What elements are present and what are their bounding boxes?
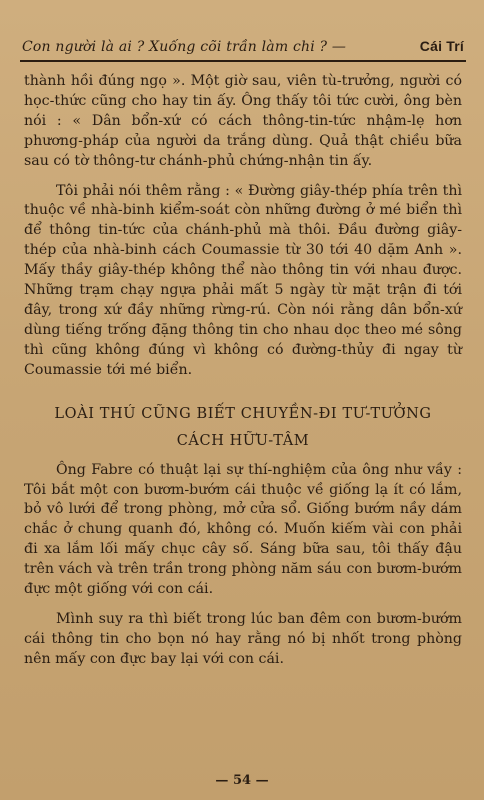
- paragraph-3: Ông Fabre có thuật lại sự thí-nghiệm của ông như vầy : Tôi bắt một con bươm-bướm cái thuộc về giống lạ ít có lắm, bỏ vô lưới để trong phòng, mở cửa sổ. Giống bướm nầy dám chắc ở chung quanh đó, không có. Muốn kiếm vài con phải đi xa lắm lối mấy chục cây số. Sáng bữa sau, tôi thấy đậu trên vách và trên trần trong phòng năm sáu con bươm-bướm đực một giống với con cái.: [24, 461, 462, 598]
- page-number: — 54 —: [215, 773, 269, 788]
- paragraph-1: thành hồi đúng ngọ ». Một giờ sau, viên tù-trưởng, người có học-thức cũng cho hay tin ấy. Ông thấy tôi tức cười, ông bèn nói : « Dân bổn-xứ có cách thông-tin-tức nhậm-lẹ hơn phương-pháp của người da trắng dùng. Quả thật chiều bữa sau có tờ thông-tư chánh-phủ chứng-nhận tin ấy.: [24, 73, 462, 169]
- section-heading: [24, 401, 462, 455]
- section-heading-line-2: CÁCH HỮU-TÂM: [176, 432, 310, 449]
- paragraph-4: Mình suy ra thì biết trong lúc ban đêm con bươm-bướm cái thông tin cho bọn nó hay rằng nó bị nhốt trong phòng nên mấy con đực bay lại với con cái.: [24, 610, 462, 667]
- page-body: [24, 72, 462, 670]
- header-rule: [20, 60, 466, 62]
- running-header: [22, 38, 464, 55]
- running-title: Con người là ai ? Xuống cõi trần làm chi ? —: [22, 39, 347, 55]
- running-author: Cái Trí: [419, 38, 464, 54]
- section-heading-line-1: LOÀI THÚ CŨNG BIẾT CHUYỀN-ĐI TƯ-TƯỞNG: [54, 405, 432, 422]
- paragraph-2: Tôi phải nói thêm rằng : « Đường giây-thép phía trên thì thuộc về nhà-binh kiểm-soát còn những đường ở mé biển thì để thông tin-tức của chánh-phủ mà thôi. Đầu đường giây-thép của nhà-binh cách Coumassie từ 30 tới 40 dặm Anh ». Mấy thầy giây-thép không thể nào thông tin với nhau được. Những trạm chạy ngựa phải mất 5 ngày từ mặt trận đi tới đây, trong xứ đầy những rừng-rú. Còn nói rằng dân bổn-xứ dùng tiếng trống đặng thông tin cho nhau dọc theo mé sông thì cũng không đúng vì không có đường-thủy đi ngay từ Coumassie tới mé biển.: [24, 182, 462, 378]
